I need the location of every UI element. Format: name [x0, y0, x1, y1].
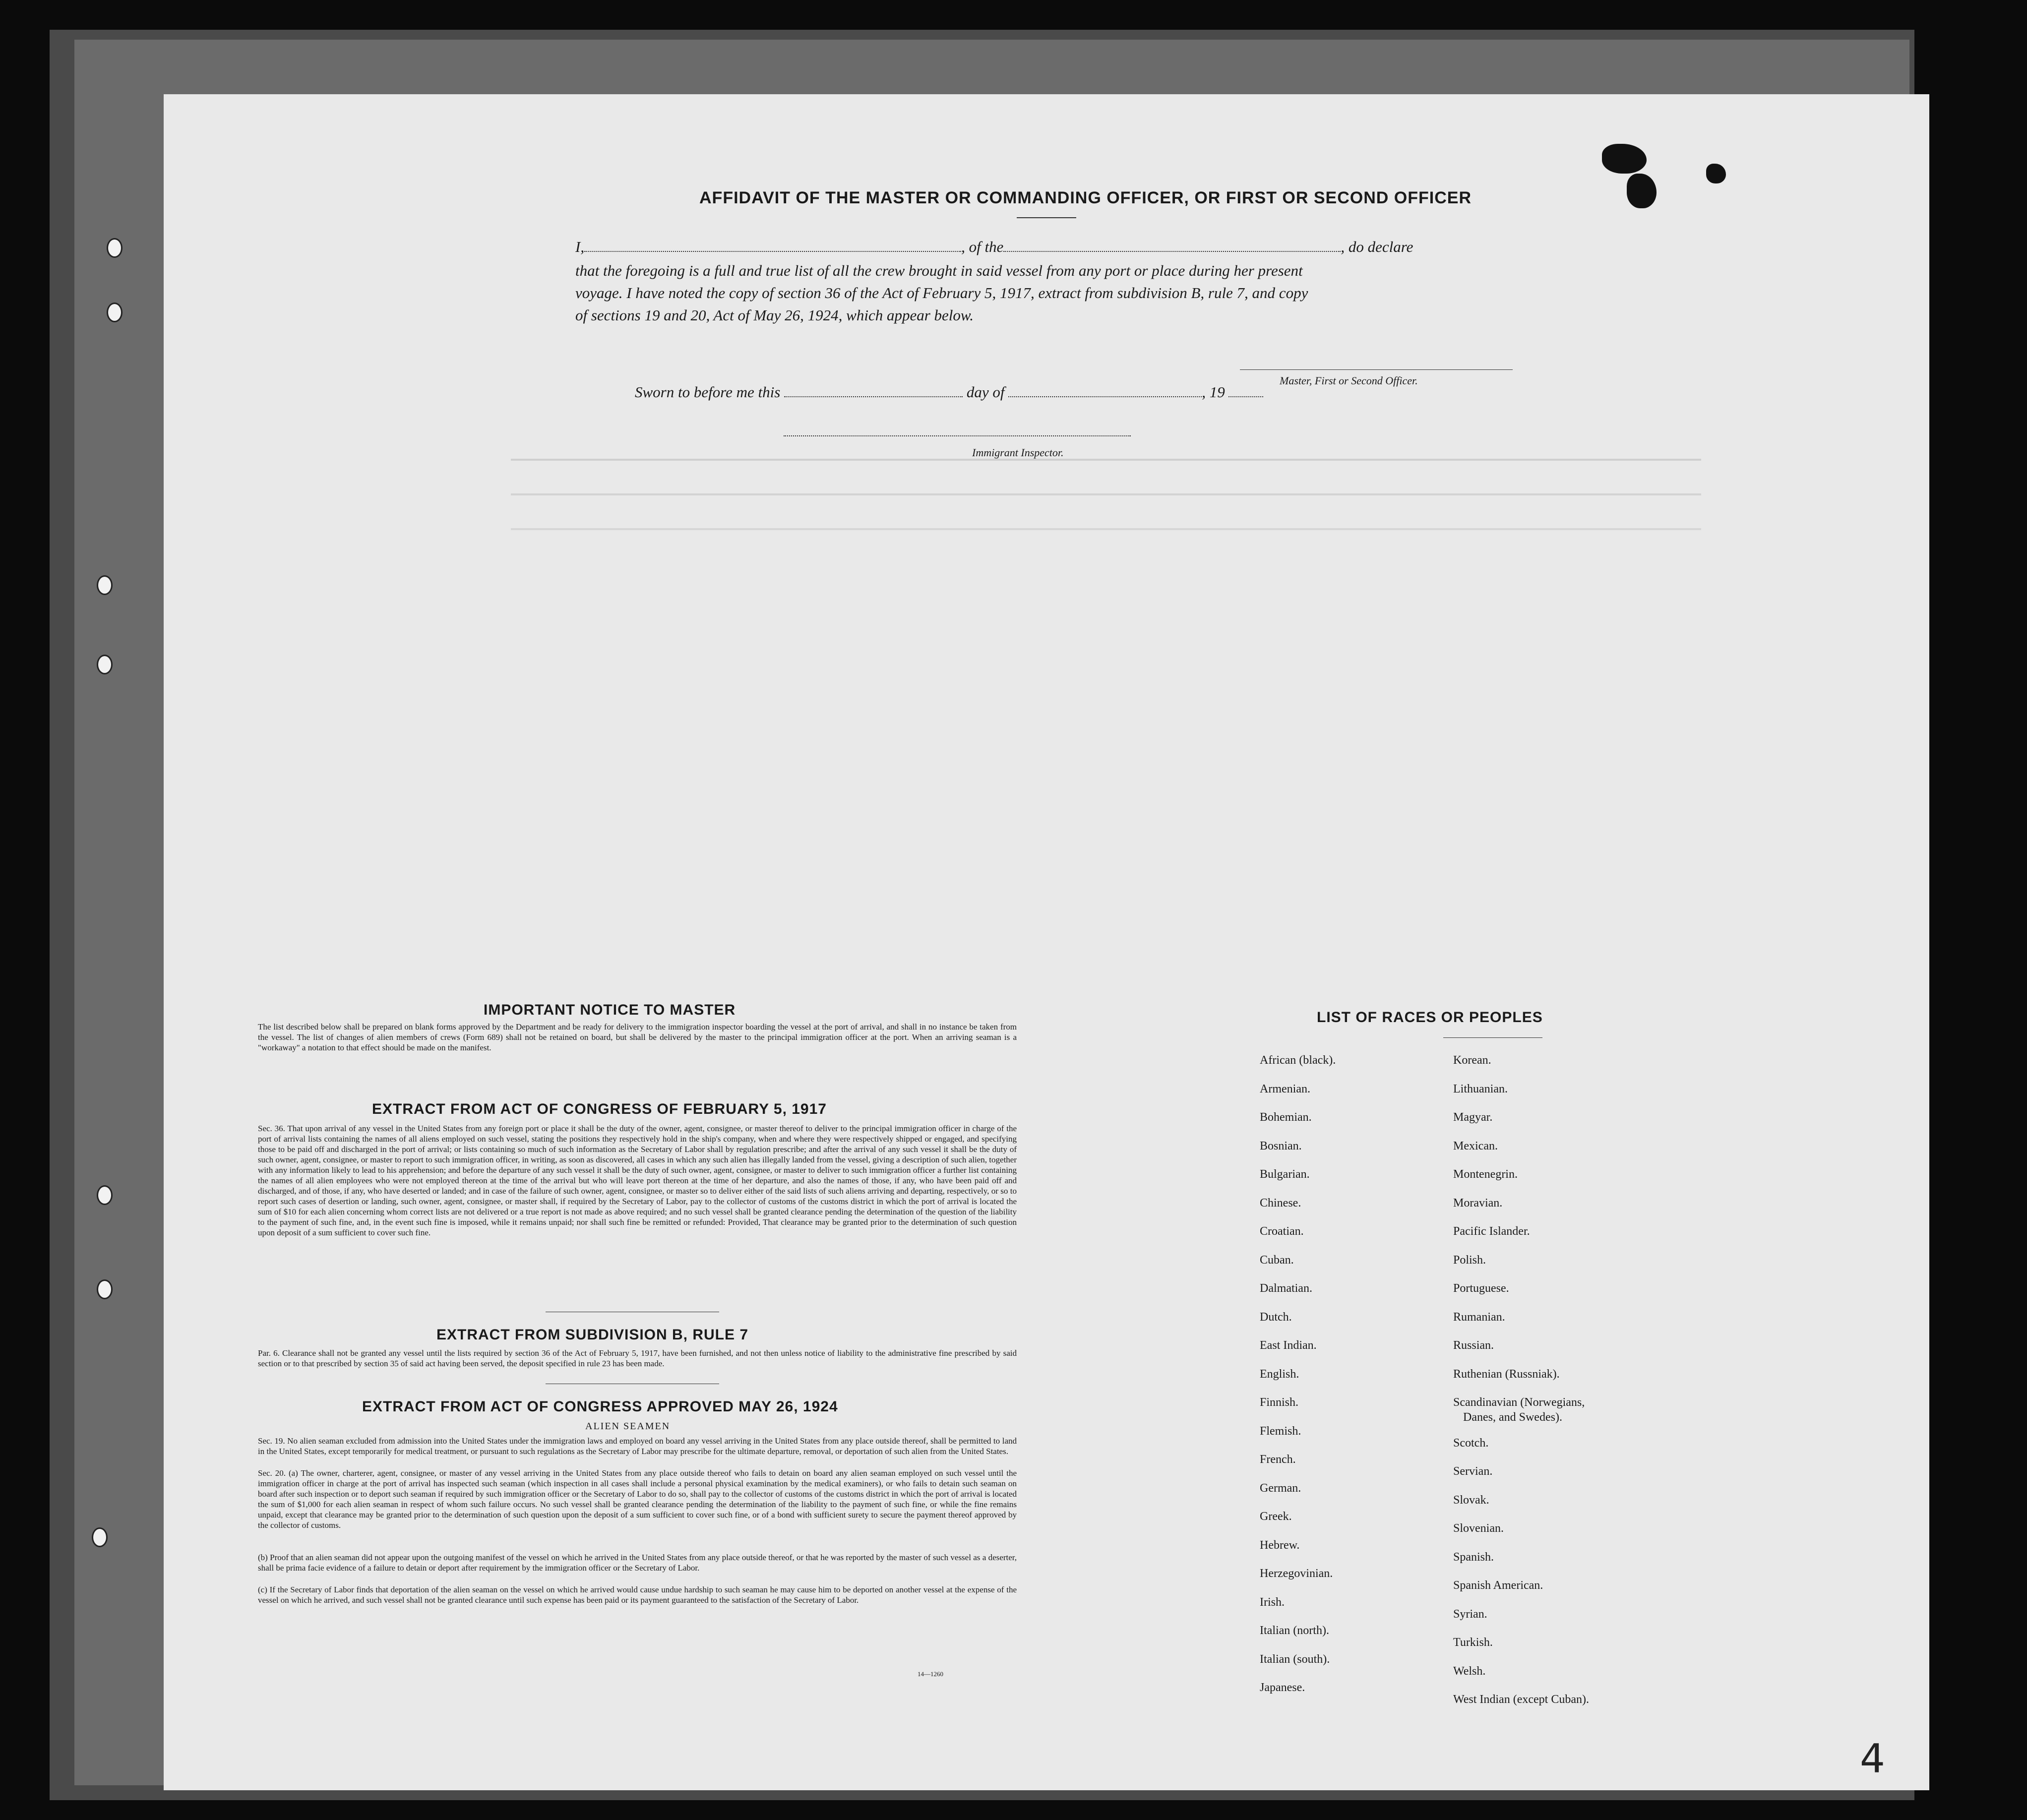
race-item: Greek. [1260, 1510, 1292, 1523]
race-item: Herzegovinian. [1260, 1567, 1333, 1580]
ink-smudge [1706, 164, 1726, 183]
ink-smudge [1602, 144, 1647, 174]
form-number: 14—1260 [918, 1670, 943, 1678]
binder-hole [107, 238, 123, 258]
race-item: Spanish American. [1453, 1579, 1543, 1592]
race-item-continuation: Danes, and Swedes). [1463, 1411, 1562, 1424]
race-item: East Indian. [1260, 1339, 1317, 1352]
divider [1017, 217, 1076, 218]
signature-line[interactable] [1240, 369, 1513, 370]
race-item: Dutch. [1260, 1310, 1292, 1324]
race-item: West Indian (except Cuban). [1453, 1693, 1589, 1706]
name-blank[interactable] [584, 251, 961, 252]
affidavit-i: I, [575, 238, 585, 255]
race-item: Polish. [1453, 1253, 1486, 1267]
race-item: African (black). [1260, 1054, 1336, 1067]
race-item: Syrian. [1453, 1607, 1487, 1621]
race-item: German. [1260, 1481, 1301, 1495]
race-item: Slovenian. [1453, 1522, 1504, 1535]
race-item: Pacific Islander. [1453, 1225, 1530, 1238]
binder-hole [97, 575, 113, 595]
notice-title: IMPORTANT NOTICE TO MASTER [484, 1002, 736, 1018]
race-item: Dalmatian. [1260, 1282, 1312, 1295]
race-item: Turkish. [1453, 1636, 1493, 1649]
race-item: Finnish. [1260, 1396, 1299, 1409]
race-item: Flemish. [1260, 1424, 1301, 1438]
extract-rule7-text: Par. 6. Clearance shall not be granted any vessel until the lists required by section 36 of the Act of February 5, 1917, have been furnished, and not then unless notice of liability to the administrative fine prescribed by said section or to that prescribed by section 35 of said act having been served, the deposit specified in rule 23 has been made. [258, 1348, 1017, 1368]
binder-hole [97, 655, 113, 674]
race-item: Ruthenian (Russniak). [1453, 1367, 1560, 1381]
affidavit-declare: , do declare [1341, 238, 1413, 255]
day-blank[interactable] [784, 396, 963, 397]
affidavit-line-2: that the foregoing is a full and true list of all the crew brought in said vessel from any port or place during her present [575, 262, 1303, 279]
race-item: Russian. [1453, 1339, 1494, 1352]
race-item: Bulgarian. [1260, 1168, 1310, 1181]
divider [1443, 1037, 1542, 1038]
extract-1924-subtitle: ALIEN SEAMEN [585, 1421, 671, 1432]
race-item: Hebrew. [1260, 1538, 1300, 1552]
binder-hole [97, 1185, 113, 1205]
race-item: Rumanian. [1453, 1310, 1505, 1324]
race-item: French. [1260, 1453, 1296, 1466]
race-item: English. [1260, 1367, 1299, 1381]
race-item: Armenian. [1260, 1082, 1310, 1095]
race-item: Irish. [1260, 1595, 1285, 1609]
extract-1917-title: EXTRACT FROM ACT OF CONGRESS OF FEBRUARY 5, 1917 [372, 1101, 827, 1117]
day-of-text: day of [966, 383, 1005, 401]
sec-20a-text: Sec. 20. (a) The owner, charterer, agent, consignee, or master of any vessel arriving in the United States from any place outside thereof who fails to detain on board any alien seaman employed on such vessel until the immigration officer in charge at the port of arrival has inspected such seaman (which inspection in all cases shall include a personal physical examination by the medical examiners), or who fails to detain such seaman on board after such inspection or to deport such seaman if required by such immigration officer or the Secretary of Labor to do so, shall pay to the collector of customs of the customs district in which the port of arrival is located the sum of $1,000 for each alien seaman in respect of whom such failure occurs. No such vessel shall be granted clearance pending the determination of the liability to the payment of such fine, or while the fine remains unpaid, except that clearance may be granted prior to the determination of such question upon the deposit of a sum sufficient to cover such fine, or of a bond with sufficient surety to secure the payment thereof approved by the collector of customs. [258, 1468, 1017, 1530]
year-text: , 19 [1202, 383, 1225, 401]
race-item: Japanese. [1260, 1681, 1305, 1694]
race-item: Scotch. [1453, 1436, 1489, 1450]
race-item: Welsh. [1453, 1664, 1486, 1678]
race-item: Slovak. [1453, 1493, 1489, 1507]
race-item: Portuguese. [1453, 1282, 1509, 1295]
affidavit-title: AFFIDAVIT OF THE MASTER OR COMMANDING OFFICER, OR FIRST OR SECOND OFFICER [699, 188, 1472, 207]
year-blank[interactable] [1228, 396, 1263, 397]
inspector-caption: Immigrant Inspector. [972, 446, 1064, 459]
extract-rule7-title: EXTRACT FROM SUBDIVISION B, RULE 7 [436, 1327, 749, 1343]
race-item: Bohemian. [1260, 1111, 1312, 1124]
races-title: LIST OF RACES OR PEOPLES [1317, 1009, 1543, 1026]
affidavit-line-3: voyage. I have noted the copy of section 36 of the Act of February 5, 1917, extract from subdivision B, rule 7, and copy [575, 284, 1308, 302]
handwritten-page-number: 4 [1860, 1736, 1885, 1782]
race-item: Italian (south). [1260, 1652, 1330, 1666]
affidavit-of-the: , of the [961, 238, 1004, 255]
race-item: Chinese. [1260, 1196, 1301, 1210]
sworn-line [635, 383, 1263, 401]
race-item: Lithuanian. [1453, 1082, 1508, 1095]
bleed-through-row [511, 493, 1701, 495]
race-item: Croatian. [1260, 1225, 1304, 1238]
signature-caption: Master, First or Second Officer. [1280, 374, 1418, 387]
sec-19-text: Sec. 19. No alien seaman excluded from admission into the United States under the immigration laws and employed on board any vessel arriving in the United States from any place outside thereof, shall be permitted to land in the United States, except temporarily for medical treatment, or pursuant to such regulations as the Secretary of Labor may prescribe for the ultimate departure, removal, or deportation of such alien from the United States. [258, 1436, 1017, 1456]
affidavit-line-1 [575, 238, 1413, 256]
affidavit-line-4: of sections 19 and 20, Act of May 26, 1924, which appear below. [575, 306, 974, 324]
manifest-back-page [164, 94, 1929, 1790]
race-item: Mexican. [1453, 1139, 1498, 1153]
sec-20b-text: (b) Proof that an alien seaman did not appear upon the outgoing manifest of the vessel on which he arrived in the United States from any place outside thereof, or that he was reported by the master of such vessel as a deserter, shall be prima facie evidence of a failure to detain or deport after requirement by the immigration officer or the Secretary of Labor. [258, 1553, 1017, 1573]
sworn-text: Sworn to before me this [635, 383, 781, 401]
race-item: Magyar. [1453, 1111, 1493, 1124]
extract-1917-text: Sec. 36. That upon arrival of any vessel in the United States from any foreign port or place it shall be the duty of the owner, agent, consignee, or master thereof to deliver to the principal immigration officer in charge of the port of arrival lists containing the names of all aliens employed on such vessel, stating the positions they respectively hold in the ship's company, when and where they were respectively shipped or engaged, and specifying those to be paid off and discharged in the port of arrival; or lists containing so much of such information as the Secretary of Labor shall by regulation prescribe; and after the arrival of any such vessel it shall be the duty of such owner, agent, consignee, or master to report to such immigration officer, in writing, as soon as discovered, all cases in which any such alien has illegally landed from the vessel, giving a description of such alien, together with any information likely to lead to his apprehension; and before the departure of any such vessel it shall be the duty of such owner, agent, consignee, or master to deliver to such immigration officer a further list containing the names of all alien employees who were not employed thereon at the time of the arrival but who will leave port thereon at the time of her departure, and also the names of those, if any, who have been paid off and discharged, and of those, if any, who have deserted or landed; and in case of the failure of such owner, agent, consignee, or master so to deliver either of the said lists of such aliens arriving and departing, respectively, or so to report such cases of desertion or landing, such owner, agent, consignee, or master shall, if required by the Secretary of Labor, pay to the collector of customs of the customs district in which the port of arrival is located the sum of $10 for each alien concerning whom correct lists are not delivered or a true report is not made as above required; and no such vessel shall be granted clearance pending the determination of the question of the liability to the payment of such fine, and, in the event such fine is imposed, while it remains unpaid; nor shall such fine be remitted or refunded: Provided, That clearance may be granted prior to the determination of such question upon deposit of a sum sufficient to cover such fine. [258, 1124, 1017, 1237]
race-item: Servian. [1453, 1465, 1493, 1478]
race-item: Korean. [1453, 1054, 1491, 1067]
race-item: Spanish. [1453, 1550, 1494, 1564]
inspector-signature-line[interactable] [784, 435, 1131, 437]
race-item: Bosnian. [1260, 1139, 1302, 1153]
race-item: Moravian. [1453, 1196, 1503, 1210]
extract-1924-title: EXTRACT FROM ACT OF CONGRESS APPROVED MAY 26, 1924 [362, 1398, 838, 1415]
race-item: Scandinavian (Norwegians, [1453, 1396, 1585, 1409]
vessel-blank[interactable] [1003, 251, 1341, 252]
binder-hole [92, 1527, 108, 1547]
notice-text: The list described below shall be prepared on blank forms approved by the Department and be ready for delivery to the immigration inspector boarding the vessel at the port of arrival, and shall in no instance be taken from the vessel. The list of changes of alien members of crews (Form 689) shall not be retained on board, but shall be delivered by the master to the principal immigration officer at the port. When an arriving seaman is a "workaway" a notation to that effect should be made on the manifest. [258, 1022, 1017, 1052]
bleed-through-row [511, 459, 1701, 461]
binder-hole [107, 303, 123, 322]
binder-hole [97, 1279, 113, 1299]
ink-smudge [1627, 174, 1657, 208]
bleed-through-row [511, 528, 1701, 530]
sec-20c-text: (c) If the Secretary of Labor finds that deportation of the alien seaman on the vessel on which he arrived would cause undue hardship to such seaman he may cause him to be deported on another vessel at the expense of the vessel on which he arrived, and such vessel shall not be granted clearance until such expense has been paid or its payment guaranteed to the satisfaction of the Secretary of Labor. [258, 1585, 1017, 1605]
race-item: Montenegrin. [1453, 1168, 1518, 1181]
race-item: Cuban. [1260, 1253, 1294, 1267]
month-blank[interactable] [1008, 396, 1202, 397]
race-item: Italian (north). [1260, 1624, 1329, 1637]
